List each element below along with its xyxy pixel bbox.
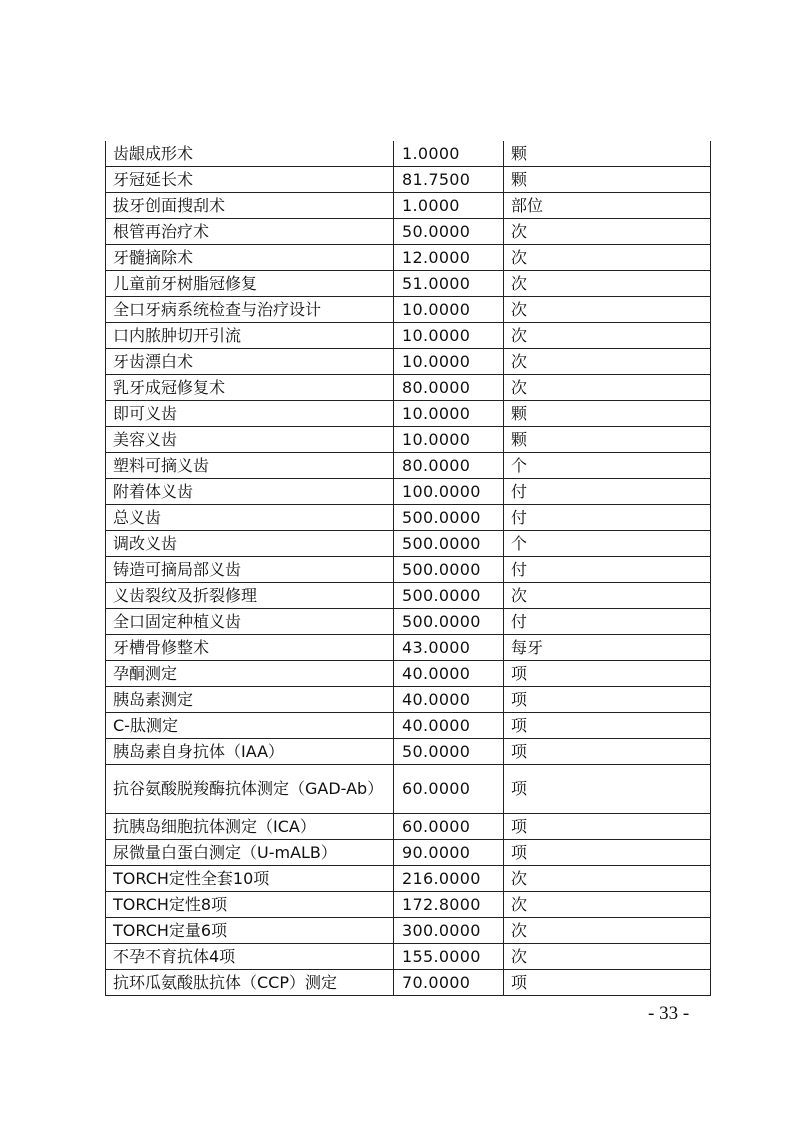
item-unit: 个 <box>504 453 711 479</box>
table-row <box>106 635 711 661</box>
item-unit: 项 <box>504 970 711 996</box>
item-price: 60.0000 <box>394 765 504 814</box>
item-price: 500.0000 <box>394 531 504 557</box>
item-unit: 次 <box>504 918 711 944</box>
item-price: 40.0000 <box>394 661 504 687</box>
item-price: 90.0000 <box>394 840 504 866</box>
table-row <box>106 193 711 219</box>
item-price: 50.0000 <box>394 739 504 765</box>
item-name: 牙髓摘除术 <box>106 245 394 271</box>
item-name: 全口牙病系统检查与治疗设计 <box>106 297 394 323</box>
item-unit: 部位 <box>504 193 711 219</box>
item-name: 乳牙成冠修复术 <box>106 375 394 401</box>
item-unit: 次 <box>504 866 711 892</box>
table-row <box>106 814 711 840</box>
fee-table-body <box>106 141 711 996</box>
item-price: 216.0000 <box>394 866 504 892</box>
item-price: 40.0000 <box>394 713 504 739</box>
table-row <box>106 297 711 323</box>
item-price: 1.0000 <box>394 193 504 219</box>
item-unit: 项 <box>504 814 711 840</box>
item-name: TORCH定性8项 <box>106 892 394 918</box>
table-row <box>106 970 711 996</box>
table-row <box>106 505 711 531</box>
item-name: 铸造可摘局部义齿 <box>106 557 394 583</box>
item-unit: 颗 <box>504 141 711 167</box>
table-row <box>106 349 711 375</box>
item-price: 43.0000 <box>394 635 504 661</box>
item-unit: 个 <box>504 531 711 557</box>
item-unit: 付 <box>504 479 711 505</box>
item-name: TORCH定性全套10项 <box>106 866 394 892</box>
item-unit: 项 <box>504 661 711 687</box>
table-row <box>106 609 711 635</box>
item-name: 拔牙创面搜刮术 <box>106 193 394 219</box>
item-price: 155.0000 <box>394 944 504 970</box>
item-price: 172.8000 <box>394 892 504 918</box>
item-price: 100.0000 <box>394 479 504 505</box>
item-name: 胰岛素自身抗体（IAA） <box>106 739 394 765</box>
item-price: 500.0000 <box>394 583 504 609</box>
table-row <box>106 531 711 557</box>
item-price: 51.0000 <box>394 271 504 297</box>
item-name: 根管再治疗术 <box>106 219 394 245</box>
item-unit: 付 <box>504 557 711 583</box>
item-name: 全口固定种植义齿 <box>106 609 394 635</box>
table-row <box>106 375 711 401</box>
item-name: 调改义齿 <box>106 531 394 557</box>
table-row <box>106 765 711 814</box>
item-unit: 每牙 <box>504 635 711 661</box>
item-price: 10.0000 <box>394 427 504 453</box>
table-row <box>106 840 711 866</box>
table-row <box>106 453 711 479</box>
item-name: 牙槽骨修整术 <box>106 635 394 661</box>
item-price: 80.0000 <box>394 453 504 479</box>
item-name: 总义齿 <box>106 505 394 531</box>
item-unit: 项 <box>504 713 711 739</box>
item-price: 500.0000 <box>394 505 504 531</box>
item-unit: 次 <box>504 892 711 918</box>
item-unit: 项 <box>504 739 711 765</box>
item-name: 儿童前牙树脂冠修复 <box>106 271 394 297</box>
item-unit: 次 <box>504 245 711 271</box>
item-name: TORCH定量6项 <box>106 918 394 944</box>
fee-table <box>105 141 711 996</box>
item-unit: 颗 <box>504 427 711 453</box>
item-unit: 次 <box>504 375 711 401</box>
table-row <box>106 323 711 349</box>
item-unit: 次 <box>504 583 711 609</box>
item-name: 抗胰岛细胞抗体测定（ICA） <box>106 814 394 840</box>
item-name: 义齿裂纹及折裂修理 <box>106 583 394 609</box>
item-name: 不孕不育抗体4项 <box>106 944 394 970</box>
table-row <box>106 661 711 687</box>
item-price: 500.0000 <box>394 609 504 635</box>
item-name: 即可义齿 <box>106 401 394 427</box>
item-unit: 次 <box>504 297 711 323</box>
item-name: C-肽测定 <box>106 713 394 739</box>
item-unit: 颗 <box>504 401 711 427</box>
item-price: 10.0000 <box>394 297 504 323</box>
item-name: 口内脓肿切开引流 <box>106 323 394 349</box>
table-row <box>106 557 711 583</box>
item-price: 12.0000 <box>394 245 504 271</box>
item-price: 70.0000 <box>394 970 504 996</box>
item-name: 塑料可摘义齿 <box>106 453 394 479</box>
item-unit: 次 <box>504 271 711 297</box>
item-unit: 颗 <box>504 167 711 193</box>
item-name: 齿龈成形术 <box>106 141 394 167</box>
item-name: 牙齿漂白术 <box>106 349 394 375</box>
item-name: 孕酮测定 <box>106 661 394 687</box>
table-row <box>106 479 711 505</box>
item-unit: 次 <box>504 349 711 375</box>
table-row <box>106 918 711 944</box>
item-unit: 付 <box>504 505 711 531</box>
item-price: 10.0000 <box>394 323 504 349</box>
table-row <box>106 427 711 453</box>
item-price: 10.0000 <box>394 349 504 375</box>
item-name: 尿微量白蛋白测定（U-mALB） <box>106 840 394 866</box>
table-row <box>106 583 711 609</box>
table-row <box>106 944 711 970</box>
item-price: 81.7500 <box>394 167 504 193</box>
page-number: - 33 - <box>648 1003 690 1024</box>
item-price: 50.0000 <box>394 219 504 245</box>
table-row <box>106 167 711 193</box>
item-price: 40.0000 <box>394 687 504 713</box>
table-row <box>106 687 711 713</box>
item-price: 80.0000 <box>394 375 504 401</box>
item-name: 抗谷氨酸脱羧酶抗体测定（GAD-Ab） <box>106 765 394 814</box>
table-row <box>106 141 711 167</box>
item-name: 牙冠延长术 <box>106 167 394 193</box>
item-unit: 次 <box>504 219 711 245</box>
item-unit: 次 <box>504 323 711 349</box>
item-price: 500.0000 <box>394 557 504 583</box>
table-row <box>106 219 711 245</box>
item-name: 美容义齿 <box>106 427 394 453</box>
table-row <box>106 271 711 297</box>
item-unit: 次 <box>504 944 711 970</box>
item-price: 300.0000 <box>394 918 504 944</box>
item-unit: 付 <box>504 609 711 635</box>
item-name: 抗环瓜氨酸肽抗体（CCP）测定 <box>106 970 394 996</box>
table-row <box>106 401 711 427</box>
item-name: 附着体义齿 <box>106 479 394 505</box>
item-unit: 项 <box>504 687 711 713</box>
item-unit: 项 <box>504 765 711 814</box>
table-row <box>106 245 711 271</box>
item-unit: 项 <box>504 840 711 866</box>
table-row <box>106 739 711 765</box>
item-price: 1.0000 <box>394 141 504 167</box>
table-row <box>106 892 711 918</box>
item-name: 胰岛素测定 <box>106 687 394 713</box>
item-price: 60.0000 <box>394 814 504 840</box>
table-row <box>106 713 711 739</box>
table-row <box>106 866 711 892</box>
item-price: 10.0000 <box>394 401 504 427</box>
